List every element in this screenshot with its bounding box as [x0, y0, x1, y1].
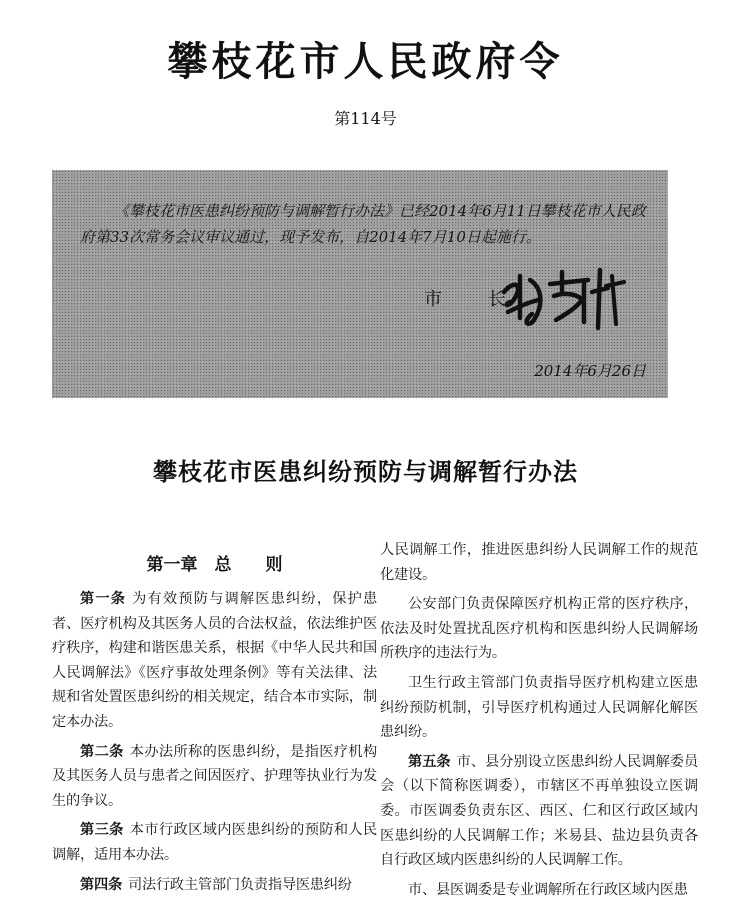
article-text: 本市行政区域内医患纠纷的预防和人民调解，适用本办法。 — [52, 822, 377, 863]
article-label: 第一条 — [80, 591, 127, 607]
article-text: 为有效预防与调解医患纠纷，保护患者、医疗机构及其医务人员的合法权益，依法维护医疗秩序，构建和谐医患关系，根据《中华人民共和国人民调解法》《医疗事故处理条例》等有关法律、法规和省处置医患纠纷的相关规定，结合本市实际，制定本办法。 — [52, 591, 377, 730]
article-4-continued: 人民调解工作，推进医患纠纷人民调解工作的规范化建设。 — [380, 542, 698, 583]
right-column — [380, 538, 698, 907]
order-notice-box — [52, 170, 668, 398]
paragraph-health-department: 卫生行政主管部门负责指导医疗机构建立医患纠纷预防机制，引导医疗机构通过人民调解化解医患纠纷。 — [380, 674, 698, 741]
regulation-title: 攀枝花市医患纠纷预防与调解暂行办法 — [153, 458, 578, 486]
mayor-label: 市 长 — [424, 289, 526, 310]
article-3 — [52, 818, 377, 867]
article-4 — [52, 873, 377, 898]
article-label: 第五条 — [408, 753, 451, 770]
article-label: 第二条 — [80, 743, 124, 760]
mayor-signature — [492, 262, 662, 336]
article-text: 司法行政主管部门负责指导医患纠纷 — [127, 876, 352, 893]
article-label: 第三条 — [80, 822, 124, 839]
order-date: 2014年6月26日 — [534, 362, 646, 380]
article-5 — [380, 750, 698, 873]
article-2 — [52, 740, 377, 814]
government-order-title: 攀枝花市人民政府令 — [167, 39, 564, 85]
order-number: 第114号 — [334, 109, 397, 128]
paragraph-police: 公安部门负责保障医疗机构正常的医疗秩序，依法及时处置扰乱医疗机构和医患纠纷人民调解场所秩序的违法行为。 — [380, 596, 698, 662]
article-text: 本办法所称的医患纠纷，是指医疗机构及其医务人员与患者之间因医疗、护理等执业行为发生的争议。 — [52, 743, 377, 809]
article-text: 市、县分别设立医患纠纷人民调解委员会（以下简称医调委），市辖区不再单独设立医调委。市医调委负责东区、西区、仁和区行政区域内医患纠纷的人民调解工作；米易县、盐边县负责各自行政区域内医患纠纷的人民调解工作。 — [380, 753, 698, 869]
article-label: 第四条 — [80, 876, 122, 893]
article-1 — [52, 587, 377, 735]
chapter-heading: 第一章 总 则 — [146, 555, 283, 575]
paragraph-mediation-committee: 市、县医调委是专业调解所在行政区域内医患 — [408, 881, 688, 898]
left-column — [52, 587, 377, 902]
order-notice-text: 《攀枝花市医患纠纷预防与调解暂行办法》已经2014年6月11日攀枝花市人民政府第33次常务会议审议通过，现予发布，自2014年7月10日起施行。 — [80, 202, 646, 246]
